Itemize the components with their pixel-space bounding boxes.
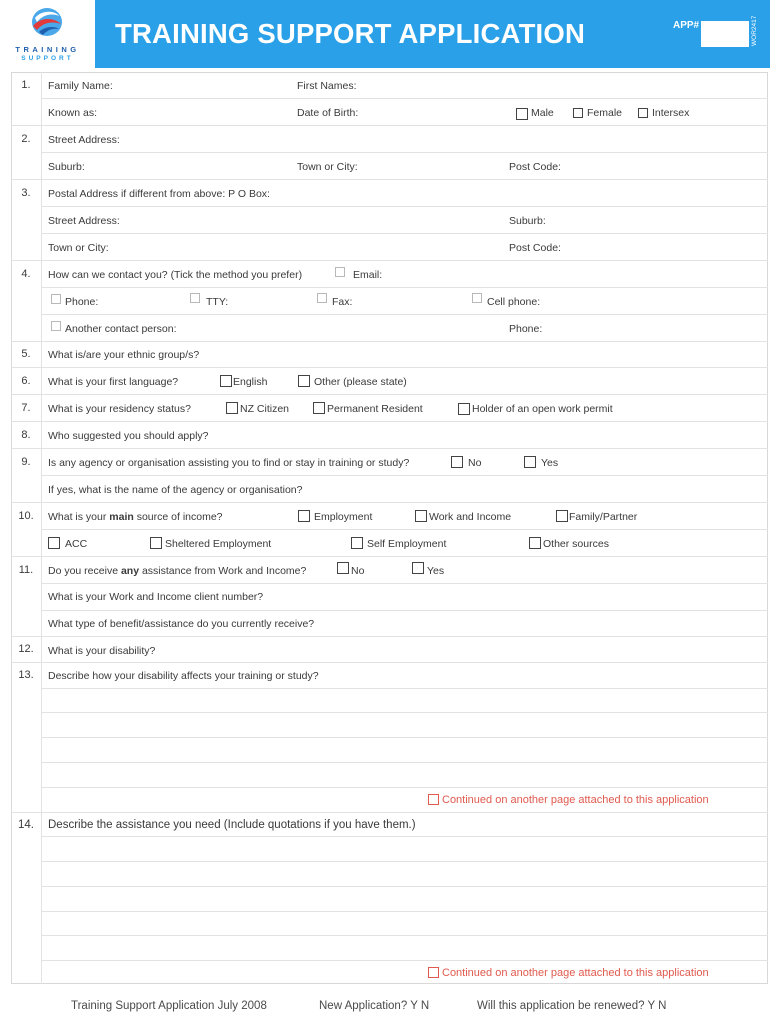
permanent-resident-label: Permanent Resident: [327, 403, 423, 415]
permanent-resident-checkbox[interactable]: [313, 402, 325, 414]
divider: [11, 662, 768, 663]
divider: [41, 529, 768, 530]
q14-continued-label: Continued on another page attached to this application: [442, 967, 709, 979]
fax-checkbox[interactable]: [317, 293, 327, 303]
work-permit-label: Holder of an open work permit: [472, 403, 613, 415]
footer-renewal: Will this application be renewed? Y N: [477, 1000, 667, 1012]
divider: [41, 688, 768, 689]
divider: [41, 960, 768, 961]
post-code-label: Post Code:: [509, 161, 561, 173]
question-number: 3.: [21, 187, 31, 199]
ethnic-group-question: What is/are your ethnic group/s?: [48, 349, 200, 361]
assistance-yes-label: Yes: [427, 565, 445, 577]
divider: [41, 98, 768, 99]
divider: [11, 556, 768, 557]
question-emphasis: any: [120, 565, 140, 577]
question-number: 14.: [18, 819, 34, 831]
divider: [11, 394, 768, 395]
disability-question: What is your disability?: [48, 645, 156, 657]
question-number: 8.: [21, 429, 31, 441]
client-number-question: What is your Work and Income client number?: [48, 591, 264, 603]
q13-continued-checkbox[interactable]: [428, 794, 439, 805]
male-label: Male: [531, 107, 554, 119]
divider: [11, 812, 768, 813]
first-language-question: What is your first language?: [48, 376, 179, 388]
divider: [41, 712, 768, 713]
agency-yes-checkbox[interactable]: [524, 456, 536, 468]
assistance-no-checkbox[interactable]: [337, 562, 349, 574]
divider: [41, 787, 768, 788]
date-of-birth-label: Date of Birth:: [297, 107, 359, 119]
tty-label: TTY:: [206, 296, 229, 308]
question-text: Do you receive: [48, 565, 121, 577]
english-checkbox[interactable]: [220, 375, 232, 387]
agency-no-checkbox[interactable]: [451, 456, 463, 468]
divider: [41, 233, 768, 234]
form-frame: [11, 72, 768, 984]
benefit-type-question: What type of benefit/assistance do you currently receive?: [48, 618, 315, 630]
divider: [41, 935, 768, 936]
tty-checkbox[interactable]: [190, 293, 200, 303]
income-source-question: [48, 511, 223, 523]
divider: [11, 260, 768, 261]
divider: [41, 762, 768, 763]
swoosh-logo-icon: [25, 4, 70, 40]
question-number: 12.: [18, 643, 34, 655]
who-suggested-question: Who suggested you should apply?: [48, 430, 209, 442]
phone-label: Phone:: [65, 296, 99, 308]
app-number-field[interactable]: [701, 21, 749, 47]
assistance-no-label: No: [351, 565, 365, 577]
family-name-label: Family Name:: [48, 80, 113, 92]
sheltered-employment-label: Sheltered Employment: [165, 538, 272, 550]
female-label: Female: [587, 107, 623, 119]
intersex-label: Intersex: [652, 107, 690, 119]
divider: [41, 610, 768, 611]
suburb-label: Suburb:: [48, 161, 85, 173]
work-and-income-checkbox[interactable]: [415, 510, 427, 522]
divider: [11, 502, 768, 503]
logo-text-support: SUPPORT: [21, 55, 74, 62]
question-text: assistance from Work and Income?: [139, 565, 307, 577]
postal-post-code-label: Post Code:: [509, 242, 561, 254]
cell-phone-label: Cell phone:: [487, 296, 541, 308]
footer-new-application: New Application? Y N: [319, 1000, 430, 1012]
question-number: 5.: [21, 348, 31, 360]
divider: [41, 737, 768, 738]
acc-label: ACC: [65, 538, 88, 550]
question-number: 9.: [21, 456, 31, 468]
question-number: 6.: [21, 375, 31, 387]
divider: [11, 341, 768, 342]
phone-checkbox[interactable]: [51, 294, 61, 304]
divider: [41, 836, 768, 837]
question-number: 4.: [21, 268, 31, 280]
family-partner-checkbox[interactable]: [556, 510, 568, 522]
assistance-needed-question: Describe the assistance you need (Include quotations if you have them.): [48, 819, 416, 831]
divider: [41, 152, 768, 153]
other-language-checkbox[interactable]: [298, 375, 310, 387]
page-title: TRAINING SUPPORT APPLICATION: [115, 18, 586, 49]
assistance-yes-checkbox[interactable]: [412, 562, 424, 574]
male-checkbox[interactable]: [516, 108, 528, 120]
cell-phone-checkbox[interactable]: [472, 293, 482, 303]
town-city-label: Town or City:: [297, 161, 358, 173]
acc-checkbox[interactable]: [48, 537, 60, 549]
divider: [41, 911, 768, 912]
work-permit-checkbox[interactable]: [458, 403, 470, 415]
postal-town-label: Town or City:: [48, 242, 109, 254]
employment-label: Employment: [314, 511, 373, 523]
q13-continued-label: Continued on another page attached to this application: [442, 794, 709, 806]
question-number: 1.: [21, 79, 31, 91]
divider: [41, 475, 768, 476]
nz-citizen-label: NZ Citizen: [240, 403, 290, 415]
divider: [41, 583, 768, 584]
fax-label: Fax:: [332, 296, 353, 308]
intersex-checkbox[interactable]: [638, 108, 648, 118]
divider: [41, 206, 768, 207]
divider: [11, 367, 768, 368]
self-employment-checkbox[interactable]: [351, 537, 363, 549]
question-number: 10.: [18, 510, 34, 522]
divider: [11, 125, 768, 126]
divider: [11, 421, 768, 422]
residency-question: What is your residency status?: [48, 403, 191, 415]
agency-yes-label: Yes: [541, 457, 559, 469]
email-label: Email:: [353, 269, 383, 281]
question-number: 13.: [18, 669, 34, 681]
contact-phone-label: Phone:: [509, 323, 543, 335]
divider: [41, 861, 768, 862]
disability-impact-question: Describe how your disability affects your training or study?: [48, 670, 319, 682]
postal-address-label: Postal Address if different from above: P O Box:: [48, 188, 270, 200]
other-sources-label: Other sources: [543, 538, 609, 550]
work-income-assistance-question: [48, 565, 306, 577]
divider: [11, 448, 768, 449]
agency-name-question: If yes, what is the name of the agency or organisation?: [48, 484, 303, 496]
family-partner-label: Family/Partner: [569, 511, 638, 523]
agency-question: Is any agency or organisation assisting you to find or stay in training or study?: [48, 457, 410, 469]
postal-street-label: Street Address:: [48, 215, 120, 227]
first-names-label: First Names:: [297, 80, 357, 92]
another-contact-checkbox[interactable]: [51, 321, 61, 331]
employment-checkbox[interactable]: [298, 510, 310, 522]
self-employment-label: Self Employment: [367, 538, 447, 550]
other-sources-checkbox[interactable]: [529, 537, 541, 549]
footer-form-title: Training Support Application July 2008: [71, 1000, 267, 1012]
question-number: 7.: [21, 402, 31, 414]
divider: [11, 636, 768, 637]
other-language-label: Other (please state): [314, 376, 407, 388]
sheltered-employment-checkbox[interactable]: [150, 537, 162, 549]
training-support-logo: [0, 0, 95, 68]
number-column-divider: [41, 72, 42, 984]
postal-suburb-label: Suburb:: [509, 215, 546, 227]
divider: [41, 287, 768, 288]
question-number: 11.: [18, 564, 34, 576]
female-checkbox[interactable]: [573, 108, 583, 118]
street-address-label: Street Address:: [48, 134, 120, 146]
another-contact-label: Another contact person:: [65, 323, 177, 335]
divider: [11, 179, 768, 180]
divider: [41, 314, 768, 315]
form-code: WOR2417: [751, 15, 758, 46]
nz-citizen-checkbox[interactable]: [226, 402, 238, 414]
work-and-income-label: Work and Income: [429, 511, 512, 523]
english-label: English: [233, 376, 268, 388]
question-number: 2.: [21, 133, 31, 145]
logo-text-training: TRAINING: [15, 45, 80, 54]
header-bar: [0, 0, 770, 68]
app-number-label: APP#: [673, 20, 700, 31]
question-text: What is your: [48, 511, 110, 523]
contact-question: How can we contact you? (Tick the method you prefer): [48, 269, 303, 281]
divider: [41, 886, 768, 887]
known-as-label: Known as:: [48, 107, 98, 119]
question-emphasis: main: [109, 511, 134, 523]
q14-continued-checkbox[interactable]: [428, 967, 439, 978]
email-checkbox[interactable]: [335, 267, 345, 277]
agency-no-label: No: [468, 457, 482, 469]
question-text: source of income?: [133, 511, 223, 523]
